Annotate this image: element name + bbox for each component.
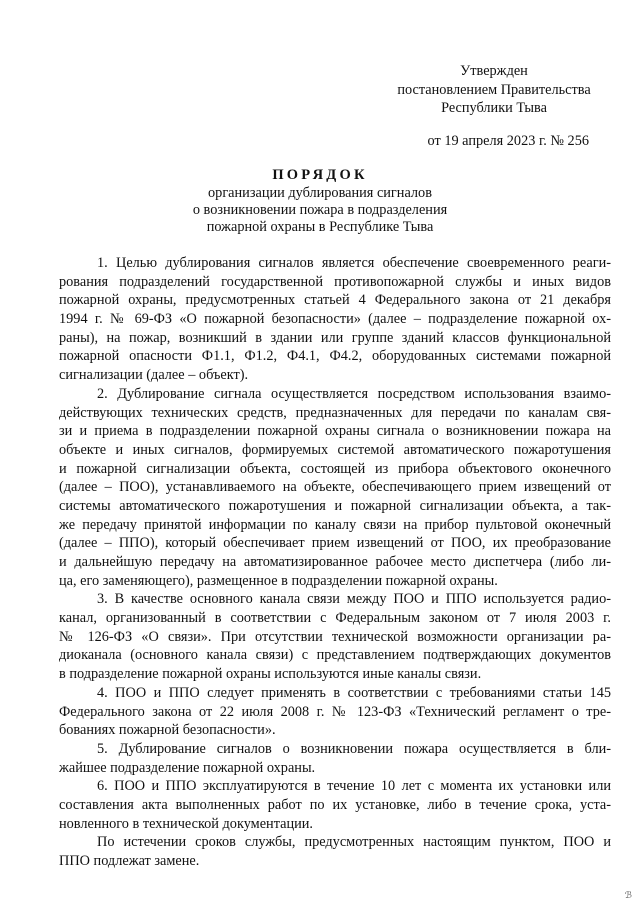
document-body <box>59 254 611 871</box>
paragraph-line: 5. Дублирование сигналов о возникновении пожара осуществляется в бли- <box>97 740 611 757</box>
paragraph-line: 1994 г. № 69-ФЗ «О пожарной безопасности» (далее – подразделение пожарной ох- <box>59 311 611 328</box>
paragraph-line: ца, его заменяющего), размещенное в подразделении пожарной охраны. <box>59 572 498 589</box>
paragraph-line: № 126-ФЗ «О связи». При отсутствии технической возможности организации ра- <box>59 628 611 645</box>
subtitle-line: о возникновении пожара в подразделения <box>192 202 448 219</box>
paragraph-line: сигнализации (далее – объект). <box>59 367 249 384</box>
subtitle-line: организации дублирования сигналов <box>208 185 432 201</box>
document-title: ПОРЯДОК <box>272 167 368 183</box>
approval-line: Утвержден <box>460 63 528 79</box>
paragraph-line: в подразделение пожарной охраны используются иные каналы связи. <box>59 666 482 683</box>
paragraph-line: 3. В качестве основного канала связи между ПОО и ППО используется радио- <box>97 591 611 608</box>
paragraph-line: новленного в технической документации. <box>59 815 313 832</box>
paragraph-line: 4. ПОО и ППО следует применять в соответствии с требованиями статьи 145 <box>97 684 611 701</box>
paragraph <box>59 740 611 777</box>
paragraph-line: и дальнейшую передачу на автоматизированное рабочее место диспетчера (либо ли- <box>59 554 611 570</box>
paragraph-line: системы автоматического пожаротушения и пожарной сигнализации объекта, а так- <box>59 497 611 514</box>
paragraph <box>59 385 611 591</box>
corner-mark: ℬ <box>624 891 632 901</box>
paragraph-line: раны), на пожар, возникший в здании или группе зданий классов функциональной <box>59 329 611 346</box>
paragraph <box>59 777 611 833</box>
paragraph-line: же передачу принятой информации по каналу связи на прибор пультовой оконечный <box>59 516 611 533</box>
paragraph-line: рования подразделений государственной противопожарной службы и иных видов <box>59 273 611 290</box>
paragraph-line: объекте и иных сигналов, формируемых системой автоматического пожаротушения <box>59 441 611 458</box>
paragraph-line: жайшее подразделение пожарной охраны. <box>59 759 316 776</box>
paragraph-line: зи и приема в подразделении пожарной охраны сигнала о возникновении пожара на <box>59 423 611 440</box>
paragraph-line: действующих технических средств, предназначенных для передачи по каналам свя- <box>59 404 611 421</box>
approval-block <box>384 62 604 150</box>
title-block <box>150 166 490 237</box>
approval-line: Республики Тыва <box>441 100 547 116</box>
paragraph-line: 6. ПОО и ППО эксплуатируются в течение 10 лет с момента их установки или <box>97 778 611 795</box>
paragraph <box>59 590 611 683</box>
paragraph-line: диоканала (основного канала связи) с представлением подтверждающих документов <box>59 647 611 664</box>
paragraph-line: 1. Целью дублирования сигналов является обеспечение своевременного реаги- <box>97 255 611 271</box>
paragraph-line: По истечении сроков службы, предусмотренных настоящим пунктом, ПОО и <box>97 834 611 851</box>
paragraph-line: Федерального закона от 22 июля 2008 г. № 123-ФЗ «Технический регламент о тре- <box>59 703 611 720</box>
paragraph-line: пожарной опасности Ф1.1, Ф1.2, Ф4.1, Ф4.2, оборудованных системами пожарной <box>59 348 611 365</box>
paragraph-line: (далее – ПОО), устанавливаемого на объекте, обеспечивающего прием извещений от <box>59 479 611 496</box>
paragraph-line: канал, организованный в соответствии с Федеральным законом от 7 июля 2003 г. <box>59 610 611 627</box>
paragraph-line: составления акта выполненных работ по их установке, либо в течение срока, уста- <box>59 796 611 813</box>
approval-line: постановлением Правительства <box>397 81 591 98</box>
paragraph-line: 2. Дублирование сигнала осуществляется посредством использования взаимо- <box>97 385 611 402</box>
paragraph-line: бованиях пожарной безопасности». <box>59 722 276 739</box>
paragraph <box>59 833 611 870</box>
paragraph <box>59 254 611 385</box>
approval-date: от 19 апреля 2023 г. № 256 <box>427 132 589 149</box>
subtitle-line: пожарной охраны в Республике Тыва <box>206 219 434 236</box>
paragraph-line: (далее – ППО), который обеспечивает прием извещений от ПОО, их преобразование <box>59 535 611 552</box>
paragraph-line: ППО подлежат замене. <box>59 853 200 869</box>
paragraph-line: пожарной охраны, предусмотренных статьей 4 Федерального закона от 21 декабря <box>59 292 611 309</box>
paragraph <box>59 684 611 740</box>
paragraph-line: и пожарной сигнализации объекта, состоящей из прибора объектового оконечного <box>59 460 611 477</box>
